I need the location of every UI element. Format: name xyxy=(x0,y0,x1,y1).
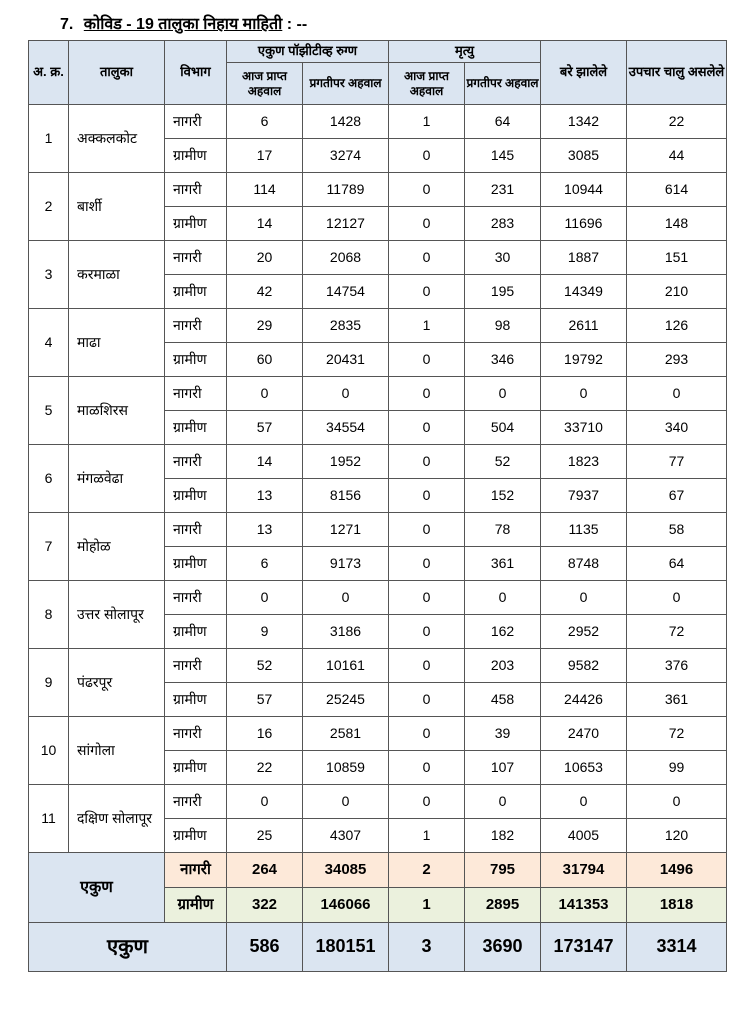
active-cell: 151 xyxy=(627,241,727,275)
table-row xyxy=(29,309,727,343)
division-cell: नागरी xyxy=(165,445,227,479)
deaths-today-cell: 1 xyxy=(389,819,465,853)
positive-today-cell: 17 xyxy=(227,139,303,173)
deaths-progressive-cell: 39 xyxy=(465,717,541,751)
positive-today-cell: 13 xyxy=(227,479,303,513)
recovered-cell: 173147 xyxy=(541,923,627,972)
table-row xyxy=(29,445,727,479)
positive-progressive-cell: 3186 xyxy=(303,615,389,649)
positive-progressive-cell: 1271 xyxy=(303,513,389,547)
grand-total-row xyxy=(29,923,727,972)
table-row xyxy=(29,241,727,275)
recovered-cell: 8748 xyxy=(541,547,627,581)
recovered-cell: 10944 xyxy=(541,173,627,207)
positive-progressive-cell: 1952 xyxy=(303,445,389,479)
deaths-progressive-cell: 0 xyxy=(465,581,541,615)
grand-total-label: एकुण xyxy=(29,923,227,972)
active-cell: 67 xyxy=(627,479,727,513)
header-positive-today: आज प्राप्त अहवाल xyxy=(227,63,303,105)
positive-progressive-cell: 2835 xyxy=(303,309,389,343)
deaths-progressive-cell: 182 xyxy=(465,819,541,853)
deaths-progressive-cell: 78 xyxy=(465,513,541,547)
deaths-progressive-cell: 3690 xyxy=(465,923,541,972)
deaths-today-cell: 0 xyxy=(389,445,465,479)
deaths-today-cell: 1 xyxy=(389,888,465,923)
positive-progressive-cell: 10161 xyxy=(303,649,389,683)
deaths-progressive-cell: 152 xyxy=(465,479,541,513)
positive-today-cell: 14 xyxy=(227,207,303,241)
header-division: विभाग xyxy=(165,41,227,105)
table-row xyxy=(29,513,727,547)
positive-today-cell: 25 xyxy=(227,819,303,853)
subtotal-label: एकुण xyxy=(29,853,165,923)
positive-progressive-cell: 12127 xyxy=(303,207,389,241)
active-cell: 72 xyxy=(627,615,727,649)
positive-today-cell: 14 xyxy=(227,445,303,479)
sr-number-cell: 4 xyxy=(29,309,69,377)
header-taluka: तालुका xyxy=(69,41,165,105)
sr-number-cell: 8 xyxy=(29,581,69,649)
header-recovered: बरे झालेले xyxy=(541,41,627,105)
active-cell: 126 xyxy=(627,309,727,343)
recovered-cell: 141353 xyxy=(541,888,627,923)
subtotal-urban-row xyxy=(29,853,727,888)
active-cell: 376 xyxy=(627,649,727,683)
active-cell: 210 xyxy=(627,275,727,309)
deaths-today-cell: 0 xyxy=(389,173,465,207)
deaths-progressive-cell: 107 xyxy=(465,751,541,785)
recovered-cell: 9582 xyxy=(541,649,627,683)
division-cell: नागरी xyxy=(165,377,227,411)
positive-progressive-cell: 1428 xyxy=(303,105,389,139)
recovered-cell: 1342 xyxy=(541,105,627,139)
table-row xyxy=(29,785,727,819)
section-heading xyxy=(60,12,307,34)
division-cell: ग्रामीण xyxy=(165,479,227,513)
header-active: उपचार चालु असलेले xyxy=(627,41,727,105)
active-cell: 120 xyxy=(627,819,727,853)
active-cell: 614 xyxy=(627,173,727,207)
deaths-today-cell: 0 xyxy=(389,785,465,819)
division-cell: ग्रामीण xyxy=(165,275,227,309)
deaths-today-cell: 0 xyxy=(389,581,465,615)
positive-today-cell: 0 xyxy=(227,377,303,411)
deaths-today-cell: 0 xyxy=(389,683,465,717)
deaths-today-cell: 0 xyxy=(389,751,465,785)
division-cell: नागरी xyxy=(165,105,227,139)
division-cell: नागरी xyxy=(165,853,227,888)
deaths-today-cell: 1 xyxy=(389,309,465,343)
positive-today-cell: 16 xyxy=(227,717,303,751)
division-cell: नागरी xyxy=(165,513,227,547)
taluka-name-cell: माढा xyxy=(69,309,165,377)
deaths-progressive-cell: 361 xyxy=(465,547,541,581)
taluka-name-cell: बार्शी xyxy=(69,173,165,241)
sr-number-cell: 10 xyxy=(29,717,69,785)
sr-number-cell: 9 xyxy=(29,649,69,717)
table-row xyxy=(29,649,727,683)
recovered-cell: 1823 xyxy=(541,445,627,479)
taluka-name-cell: सांगोला xyxy=(69,717,165,785)
deaths-progressive-cell: 0 xyxy=(465,785,541,819)
active-cell: 0 xyxy=(627,377,727,411)
active-cell: 58 xyxy=(627,513,727,547)
division-cell: ग्रामीण xyxy=(165,888,227,923)
deaths-progressive-cell: 346 xyxy=(465,343,541,377)
division-cell: नागरी xyxy=(165,649,227,683)
deaths-today-cell: 0 xyxy=(389,547,465,581)
positive-progressive-cell: 11789 xyxy=(303,173,389,207)
division-cell: ग्रामीण xyxy=(165,683,227,717)
deaths-progressive-cell: 64 xyxy=(465,105,541,139)
positive-today-cell: 0 xyxy=(227,581,303,615)
header-positive-group: एकुण पॉझीटीव्ह रुग्ण xyxy=(227,41,389,63)
positive-progressive-cell: 146066 xyxy=(303,888,389,923)
deaths-today-cell: 3 xyxy=(389,923,465,972)
positive-progressive-cell: 2068 xyxy=(303,241,389,275)
positive-today-cell: 6 xyxy=(227,105,303,139)
table-row xyxy=(29,377,727,411)
positive-progressive-cell: 2581 xyxy=(303,717,389,751)
active-cell: 361 xyxy=(627,683,727,717)
header-deaths-progressive: प्रगतीपर अहवाल xyxy=(465,63,541,105)
recovered-cell: 3085 xyxy=(541,139,627,173)
active-cell: 340 xyxy=(627,411,727,445)
positive-progressive-cell: 34554 xyxy=(303,411,389,445)
positive-progressive-cell: 9173 xyxy=(303,547,389,581)
active-cell: 1496 xyxy=(627,853,727,888)
division-cell: ग्रामीण xyxy=(165,411,227,445)
positive-progressive-cell: 10859 xyxy=(303,751,389,785)
recovered-cell: 1135 xyxy=(541,513,627,547)
division-cell: नागरी xyxy=(165,717,227,751)
recovered-cell: 1887 xyxy=(541,241,627,275)
division-cell: नागरी xyxy=(165,581,227,615)
taluka-name-cell: माळशिरस xyxy=(69,377,165,445)
table-row xyxy=(29,717,727,751)
deaths-today-cell: 0 xyxy=(389,275,465,309)
section-title: कोविड - 19 तालुका निहाय माहिती xyxy=(83,16,283,33)
deaths-progressive-cell: 0 xyxy=(465,377,541,411)
header-positive-progressive: प्रगतीपर अहवाल xyxy=(303,63,389,105)
taluka-name-cell: मंगळवेढा xyxy=(69,445,165,513)
section-title-suffix: : -- xyxy=(286,16,308,33)
active-cell: 99 xyxy=(627,751,727,785)
positive-progressive-cell: 3274 xyxy=(303,139,389,173)
positive-today-cell: 13 xyxy=(227,513,303,547)
deaths-today-cell: 0 xyxy=(389,343,465,377)
sr-number-cell: 6 xyxy=(29,445,69,513)
active-cell: 3314 xyxy=(627,923,727,972)
sr-number-cell: 7 xyxy=(29,513,69,581)
deaths-progressive-cell: 195 xyxy=(465,275,541,309)
positive-progressive-cell: 0 xyxy=(303,581,389,615)
deaths-progressive-cell: 98 xyxy=(465,309,541,343)
positive-today-cell: 57 xyxy=(227,411,303,445)
positive-today-cell: 20 xyxy=(227,241,303,275)
deaths-today-cell: 0 xyxy=(389,513,465,547)
deaths-today-cell: 0 xyxy=(389,717,465,751)
positive-today-cell: 29 xyxy=(227,309,303,343)
recovered-cell: 10653 xyxy=(541,751,627,785)
recovered-cell: 14349 xyxy=(541,275,627,309)
deaths-progressive-cell: 2895 xyxy=(465,888,541,923)
table-row xyxy=(29,581,727,615)
recovered-cell: 33710 xyxy=(541,411,627,445)
positive-progressive-cell: 0 xyxy=(303,377,389,411)
deaths-today-cell: 0 xyxy=(389,615,465,649)
active-cell: 0 xyxy=(627,785,727,819)
deaths-progressive-cell: 30 xyxy=(465,241,541,275)
active-cell: 72 xyxy=(627,717,727,751)
division-cell: ग्रामीण xyxy=(165,343,227,377)
positive-today-cell: 52 xyxy=(227,649,303,683)
recovered-cell: 31794 xyxy=(541,853,627,888)
deaths-progressive-cell: 52 xyxy=(465,445,541,479)
table-row xyxy=(29,105,727,139)
deaths-progressive-cell: 231 xyxy=(465,173,541,207)
deaths-progressive-cell: 145 xyxy=(465,139,541,173)
positive-progressive-cell: 0 xyxy=(303,785,389,819)
deaths-today-cell: 2 xyxy=(389,853,465,888)
recovered-cell: 2611 xyxy=(541,309,627,343)
positive-today-cell: 6 xyxy=(227,547,303,581)
division-cell: नागरी xyxy=(165,241,227,275)
recovered-cell: 2470 xyxy=(541,717,627,751)
division-cell: ग्रामीण xyxy=(165,819,227,853)
positive-progressive-cell: 25245 xyxy=(303,683,389,717)
positive-today-cell: 586 xyxy=(227,923,303,972)
positive-today-cell: 42 xyxy=(227,275,303,309)
positive-progressive-cell: 34085 xyxy=(303,853,389,888)
taluka-name-cell: अक्कलकोट xyxy=(69,105,165,173)
deaths-today-cell: 0 xyxy=(389,649,465,683)
division-cell: ग्रामीण xyxy=(165,207,227,241)
taluka-name-cell: उत्तर सोलापूर xyxy=(69,581,165,649)
division-cell: नागरी xyxy=(165,309,227,343)
division-cell: नागरी xyxy=(165,173,227,207)
positive-today-cell: 60 xyxy=(227,343,303,377)
deaths-progressive-cell: 203 xyxy=(465,649,541,683)
division-cell: ग्रामीण xyxy=(165,751,227,785)
taluka-name-cell: पंढरपूर xyxy=(69,649,165,717)
deaths-progressive-cell: 162 xyxy=(465,615,541,649)
recovered-cell: 0 xyxy=(541,785,627,819)
deaths-today-cell: 0 xyxy=(389,241,465,275)
positive-progressive-cell: 4307 xyxy=(303,819,389,853)
active-cell: 1818 xyxy=(627,888,727,923)
recovered-cell: 4005 xyxy=(541,819,627,853)
active-cell: 293 xyxy=(627,343,727,377)
header-deaths-group: मृत्यु xyxy=(389,41,541,63)
deaths-today-cell: 0 xyxy=(389,139,465,173)
taluka-name-cell: करमाळा xyxy=(69,241,165,309)
positive-progressive-cell: 14754 xyxy=(303,275,389,309)
sr-number-cell: 3 xyxy=(29,241,69,309)
active-cell: 22 xyxy=(627,105,727,139)
recovered-cell: 2952 xyxy=(541,615,627,649)
positive-progressive-cell: 180151 xyxy=(303,923,389,972)
deaths-today-cell: 0 xyxy=(389,479,465,513)
sr-number-cell: 5 xyxy=(29,377,69,445)
deaths-progressive-cell: 283 xyxy=(465,207,541,241)
division-cell: ग्रामीण xyxy=(165,139,227,173)
positive-today-cell: 0 xyxy=(227,785,303,819)
deaths-today-cell: 0 xyxy=(389,377,465,411)
positive-today-cell: 264 xyxy=(227,853,303,888)
sr-number-cell: 2 xyxy=(29,173,69,241)
positive-today-cell: 9 xyxy=(227,615,303,649)
table-row xyxy=(29,173,727,207)
positive-today-cell: 114 xyxy=(227,173,303,207)
sr-number-cell: 11 xyxy=(29,785,69,853)
recovered-cell: 7937 xyxy=(541,479,627,513)
recovered-cell: 11696 xyxy=(541,207,627,241)
positive-today-cell: 22 xyxy=(227,751,303,785)
positive-today-cell: 322 xyxy=(227,888,303,923)
positive-progressive-cell: 8156 xyxy=(303,479,389,513)
recovered-cell: 0 xyxy=(541,581,627,615)
active-cell: 77 xyxy=(627,445,727,479)
taluka-covid-table xyxy=(28,40,727,972)
division-cell: नागरी xyxy=(165,785,227,819)
division-cell: ग्रामीण xyxy=(165,547,227,581)
active-cell: 0 xyxy=(627,581,727,615)
division-cell: ग्रामीण xyxy=(165,615,227,649)
positive-progressive-cell: 20431 xyxy=(303,343,389,377)
taluka-name-cell: दक्षिण सोलापूर xyxy=(69,785,165,853)
deaths-progressive-cell: 504 xyxy=(465,411,541,445)
header-sr: अ. क्र. xyxy=(29,41,69,105)
active-cell: 148 xyxy=(627,207,727,241)
deaths-today-cell: 1 xyxy=(389,105,465,139)
recovered-cell: 0 xyxy=(541,377,627,411)
positive-today-cell: 57 xyxy=(227,683,303,717)
sr-number-cell: 1 xyxy=(29,105,69,173)
deaths-today-cell: 0 xyxy=(389,411,465,445)
recovered-cell: 19792 xyxy=(541,343,627,377)
taluka-name-cell: मोहोळ xyxy=(69,513,165,581)
deaths-progressive-cell: 795 xyxy=(465,853,541,888)
section-number: 7. xyxy=(60,16,74,33)
active-cell: 44 xyxy=(627,139,727,173)
deaths-today-cell: 0 xyxy=(389,207,465,241)
header-deaths-today: आज प्राप्त अहवाल xyxy=(389,63,465,105)
recovered-cell: 24426 xyxy=(541,683,627,717)
active-cell: 64 xyxy=(627,547,727,581)
deaths-progressive-cell: 458 xyxy=(465,683,541,717)
